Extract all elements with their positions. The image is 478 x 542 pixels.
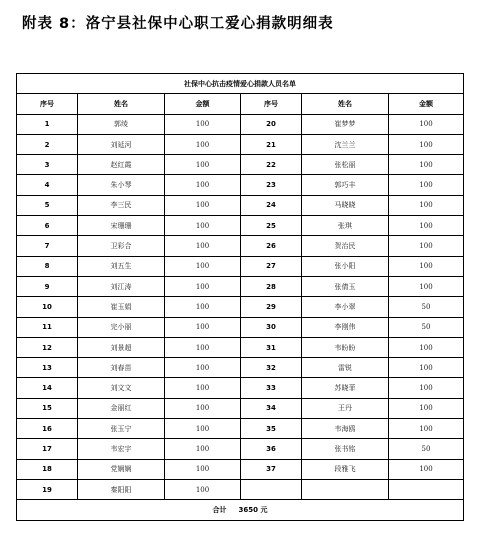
table-row [17,175,464,195]
donor-name-cell: 雷锐 [302,358,389,378]
donor-name-cell: 金丽红 [78,398,165,418]
table-row [17,317,464,337]
amount-cell: 100 [389,398,464,418]
seq-cell: 34 [241,398,302,418]
seq-cell: 3 [17,155,78,175]
donor-name-cell: 刘春苗 [78,358,165,378]
donor-name-cell: 张小阳 [302,256,389,276]
table-row [17,195,464,215]
donor-name-cell: 王丹 [302,398,389,418]
amount-cell: 100 [165,195,241,215]
donor-name-cell: 张玉宁 [78,419,165,439]
donor-name-cell: 宋珊珊 [78,216,165,236]
header-amount-left: 金额 [165,94,241,114]
donor-name-cell: 郭绫 [78,114,165,134]
seq-cell: 11 [17,317,78,337]
donor-name-cell: 韦海鸥 [302,419,389,439]
donor-name-cell: 秦阳阳 [78,479,165,499]
seq-cell: 33 [241,378,302,398]
amount-cell: 100 [389,155,464,175]
table-row [17,297,464,317]
amount-cell: 100 [389,114,464,134]
total-label: 合计 [212,505,227,514]
seq-cell: 20 [241,114,302,134]
amount-cell: 100 [389,358,464,378]
amount-cell: 100 [165,155,241,175]
seq-cell: 18 [17,459,78,479]
donor-name-cell: 苏晓菲 [302,378,389,398]
empty-cell [389,479,464,499]
seq-cell: 26 [241,236,302,256]
seq-cell: 31 [241,337,302,357]
table-row [17,276,464,296]
seq-cell: 9 [17,276,78,296]
donor-name-cell: 张松丽 [302,155,389,175]
donor-name-cell: 李三民 [78,195,165,215]
amount-cell: 100 [389,256,464,276]
caption-row [17,74,464,94]
amount-cell: 100 [165,276,241,296]
donor-name-cell: 刘景超 [78,337,165,357]
donor-name-cell: 马晓晓 [302,195,389,215]
amount-cell: 100 [165,134,241,154]
donation-table [16,73,464,521]
donor-name-cell: 完小丽 [78,317,165,337]
total-amount: 3650 元 [238,505,268,514]
seq-cell: 2 [17,134,78,154]
amount-cell: 100 [389,175,464,195]
donor-name-cell: 崔梦梦 [302,114,389,134]
seq-cell: 37 [241,459,302,479]
header-amount-right: 金额 [389,94,464,114]
document-title: 附表 8：洛宁县社保中心职工爱心捐款明细表 [22,16,334,32]
amount-cell: 100 [389,459,464,479]
table-row [17,155,464,175]
seq-cell: 27 [241,256,302,276]
seq-cell: 17 [17,439,78,459]
table-row [17,358,464,378]
amount-cell: 100 [389,236,464,256]
seq-cell: 16 [17,419,78,439]
donor-name-cell: 刘文文 [78,378,165,398]
seq-cell: 7 [17,236,78,256]
donor-name-cell: 沈兰兰 [302,134,389,154]
amount-cell: 100 [165,114,241,134]
seq-cell: 14 [17,378,78,398]
amount-cell: 100 [165,337,241,357]
amount-cell: 100 [165,419,241,439]
seq-cell: 4 [17,175,78,195]
donor-name-cell: 张书铭 [302,439,389,459]
amount-cell: 100 [165,317,241,337]
seq-cell: 8 [17,256,78,276]
seq-cell: 10 [17,297,78,317]
seq-cell: 29 [241,297,302,317]
amount-cell: 100 [165,236,241,256]
seq-cell: 24 [241,195,302,215]
seq-cell: 25 [241,216,302,236]
amount-cell: 100 [389,134,464,154]
seq-cell: 28 [241,276,302,296]
donor-name-cell: 贺治民 [302,236,389,256]
seq-cell: 30 [241,317,302,337]
amount-cell: 100 [165,439,241,459]
header-name-left: 姓名 [78,94,165,114]
seq-cell: 35 [241,419,302,439]
seq-cell: 23 [241,175,302,195]
donor-name-cell: 赵红霞 [78,155,165,175]
table-row [17,236,464,256]
seq-cell: 15 [17,398,78,418]
table-row [17,134,464,154]
donor-name-cell: 刘五生 [78,256,165,276]
header-name-right: 姓名 [302,94,389,114]
donor-name-cell: 郭巧丰 [302,175,389,195]
donor-name-cell: 段雅飞 [302,459,389,479]
seq-cell: 36 [241,439,302,459]
table-row [17,337,464,357]
seq-cell: 19 [17,479,78,499]
amount-cell: 50 [389,439,464,459]
seq-cell: 5 [17,195,78,215]
amount-cell: 100 [165,297,241,317]
donor-name-cell: 崔玉娟 [78,297,165,317]
empty-cell [302,479,389,499]
amount-cell: 100 [165,256,241,276]
amount-cell: 100 [389,337,464,357]
amount-cell: 50 [389,317,464,337]
amount-cell: 50 [389,297,464,317]
table-row [17,479,464,499]
donor-name-cell: 朱小琴 [78,175,165,195]
header-seq-right: 序号 [241,94,302,114]
seq-cell: 32 [241,358,302,378]
donor-name-cell: 李刚伟 [302,317,389,337]
amount-cell: 100 [165,358,241,378]
header-seq-left: 序号 [17,94,78,114]
donor-name-cell: 卫彩合 [78,236,165,256]
seq-cell: 12 [17,337,78,357]
table-row [17,256,464,276]
donor-name-cell: 党娴娴 [78,459,165,479]
donor-name-cell: 韦盼盼 [302,337,389,357]
amount-cell: 100 [389,195,464,215]
table-row [17,459,464,479]
table-row [17,378,464,398]
donor-name-cell: 刘延河 [78,134,165,154]
table-row [17,419,464,439]
amount-cell: 100 [389,216,464,236]
amount-cell: 100 [165,459,241,479]
donation-table-body [17,74,464,521]
table-row [17,398,464,418]
total-row [17,500,464,520]
amount-cell: 100 [389,378,464,398]
amount-cell: 100 [389,419,464,439]
table-row [17,114,464,134]
amount-cell: 100 [389,276,464,296]
amount-cell: 100 [165,479,241,499]
total-cell [17,500,464,520]
amount-cell: 100 [165,398,241,418]
table-caption: 社保中心抗击疫情爱心捐款人员名单 [17,74,464,94]
seq-cell: 21 [241,134,302,154]
seq-cell: 6 [17,216,78,236]
donor-name-cell: 韦宏宇 [78,439,165,459]
amount-cell: 100 [165,378,241,398]
amount-cell: 100 [165,216,241,236]
table-row [17,439,464,459]
donor-name-cell: 李小翠 [302,297,389,317]
header-row [17,94,464,114]
seq-cell: 1 [17,114,78,134]
amount-cell: 100 [165,175,241,195]
empty-cell [241,479,302,499]
seq-cell: 13 [17,358,78,378]
seq-cell: 22 [241,155,302,175]
donor-name-cell: 张琪 [302,216,389,236]
donor-name-cell: 张倩玉 [302,276,389,296]
table-row [17,216,464,236]
donor-name-cell: 刘江涛 [78,276,165,296]
